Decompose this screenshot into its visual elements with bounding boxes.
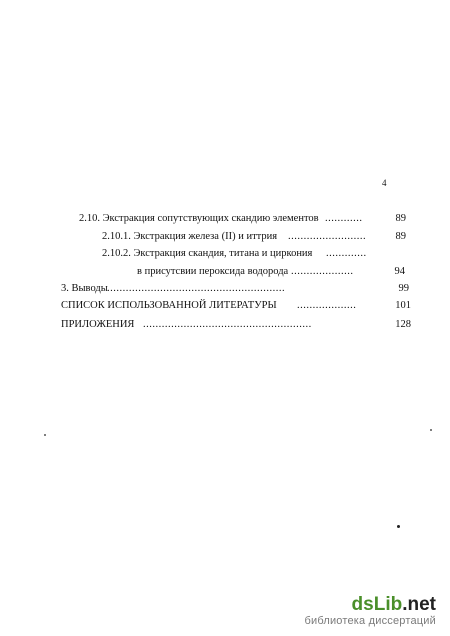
toc-entry-title: СПИСОК ИСПОЛЬЗОВАННОЙ ЛИТЕРАТУРЫ (61, 300, 277, 311)
toc-entry-title: 2.10. Экстракция сопутствующих скандию элементов (79, 213, 319, 224)
toc-entry-2-10-1[interactable] (102, 230, 412, 244)
toc-leader-dots: .................... (291, 266, 354, 277)
toc-entry-title: 3. Выводы (61, 283, 108, 294)
toc-entry-page: 101 (395, 300, 411, 311)
toc-leader-dots: ......................... (288, 231, 367, 242)
toc-leader-dots: ................... (297, 300, 357, 311)
dslib-logo (304, 595, 436, 615)
scan-speck (44, 434, 46, 436)
page-number: 4 (382, 178, 387, 188)
toc-entry-page: 94 (394, 266, 405, 277)
scan-speck (397, 525, 400, 528)
dslib-subtitle: библиотека диссертаций (304, 615, 436, 627)
toc-entry-page: 89 (395, 231, 406, 242)
toc-entry-page: 89 (395, 213, 406, 224)
toc-entry-2-10-2-continuation[interactable] (137, 265, 412, 279)
toc-entry-title: 2.10.2. Экстракция скандия, титана и циркония (102, 248, 313, 259)
toc-entry-page: 99 (398, 283, 409, 294)
toc-leader-dots: ...................................................... (143, 319, 312, 330)
toc-leader-dots: ............. (326, 248, 367, 259)
dslib-logo-net: .net (402, 594, 436, 615)
toc-entry-title: ПРИЛОЖЕНИЯ (61, 319, 135, 330)
toc-entry-references[interactable] (61, 299, 416, 313)
toc-entry-title: в присутсвии пероксида водорода (137, 266, 289, 277)
toc-entry-page: 128 (395, 319, 411, 330)
toc-entry-3-conclusions[interactable] (61, 282, 416, 296)
toc-entry-2-10-2[interactable] (102, 247, 412, 261)
dslib-watermark (304, 595, 436, 628)
toc-entry-title: 2.10.1. Экстракция железа (II) и иттрия (102, 231, 278, 242)
scan-speck (430, 429, 432, 431)
dslib-logo-ds: dsLib (351, 594, 403, 615)
toc-leader-dots: ......................................................... (107, 283, 286, 294)
toc-entry-appendices[interactable] (61, 318, 416, 332)
toc-entry-2-10[interactable] (79, 212, 409, 226)
toc-leader-dots: ............ (325, 213, 363, 224)
